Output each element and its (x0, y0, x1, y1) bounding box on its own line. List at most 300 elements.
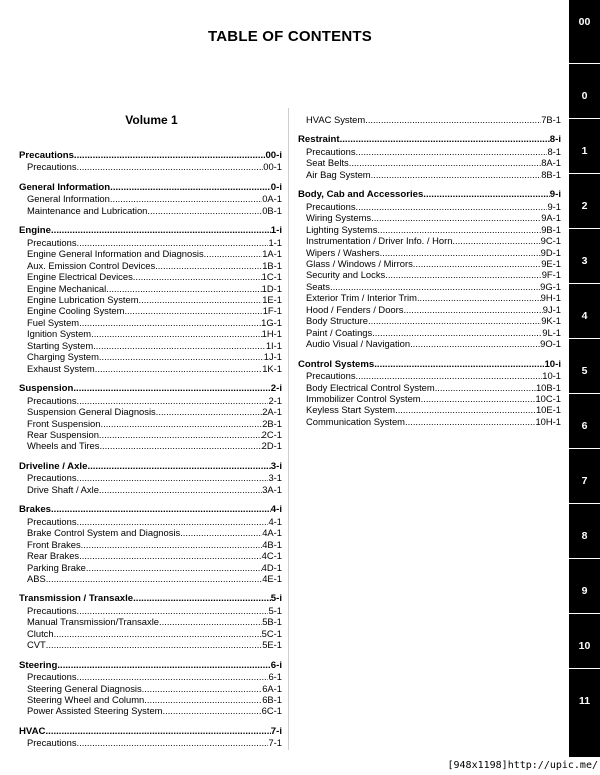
toc-entry-label: Maintenance and Lubrication (27, 204, 148, 216)
dot-leader (99, 440, 261, 451)
toc-page-number: 9L-1 (542, 326, 561, 338)
toc-page-number: 5B-1 (262, 616, 282, 628)
toc-entry[interactable] (19, 395, 282, 406)
dot-leader (124, 305, 262, 316)
toc-page-number: 1-i (270, 225, 282, 237)
toc-page-number: 1B-1 (262, 259, 282, 271)
toc-entry[interactable] (298, 169, 561, 180)
toc-entry[interactable] (19, 429, 282, 440)
toc-section-heading[interactable] (298, 359, 561, 370)
dot-leader (144, 694, 262, 705)
toc-entry-label: Glass / Windows / Mirrors (306, 257, 413, 269)
tab-divider (569, 613, 600, 614)
toc-page-number: 9K-1 (541, 315, 561, 327)
toc-section (298, 189, 561, 349)
toc-page-number: 5E-1 (262, 639, 282, 651)
toc-entry-label: Restraint (298, 134, 340, 146)
toc-page-number: 2-1 (268, 394, 282, 406)
toc-page-number: 9-1 (547, 200, 561, 212)
dot-leader (99, 351, 264, 362)
toc-entry[interactable] (298, 258, 561, 269)
toc-entry-label: Precautions (27, 515, 77, 527)
section-tab-0[interactable]: 0 (581, 90, 588, 102)
dot-leader (372, 327, 542, 338)
dot-leader (133, 593, 271, 604)
dot-leader (45, 726, 270, 737)
toc-entry[interactable] (19, 550, 282, 561)
toc-page-number: 10-1 (542, 370, 561, 382)
toc-page-number: 7-i (270, 725, 282, 737)
toc-entry[interactable] (19, 516, 282, 527)
toc-page-number: 3A-1 (262, 483, 282, 495)
toc-page-number: 2D-1 (261, 440, 282, 452)
toc-entry-label: Precautions (306, 200, 356, 212)
dot-leader (423, 189, 550, 200)
toc-entry[interactable] (298, 269, 561, 280)
toc-entry-label: Control Systems (298, 358, 375, 370)
dot-leader (77, 161, 264, 172)
toc-page-number: 0-i (270, 181, 282, 193)
toc-entry-label: Rear Brakes (27, 550, 80, 562)
toc-entry-label: Precautions (306, 145, 356, 157)
dot-leader (133, 271, 262, 282)
dot-leader (374, 359, 544, 370)
toc-entry-label: Suspension General Diagnosis (27, 406, 156, 418)
toc-entry[interactable] (19, 616, 282, 627)
dot-leader (159, 616, 262, 627)
toc-page-number: 4A-1 (262, 527, 282, 539)
section-tab-1[interactable]: 1 (581, 145, 588, 157)
toc-page-number: 00-i (265, 150, 282, 161)
tab-divider (569, 173, 600, 174)
toc-section-heading[interactable] (19, 660, 282, 671)
volume-title: Volume 1 (125, 113, 178, 127)
dot-leader (365, 114, 541, 125)
toc-entry[interactable] (19, 363, 282, 374)
toc-entry[interactable] (298, 370, 561, 381)
toc-entry-label: Hood / Fenders / Doors (306, 303, 404, 315)
toc-entry[interactable] (19, 283, 282, 294)
toc-entry-label: Ignition System (27, 328, 92, 340)
toc-entry[interactable] (19, 351, 282, 362)
toc-entry[interactable] (19, 694, 282, 705)
toc-page-number: 9G-1 (540, 280, 561, 292)
dot-leader (106, 283, 261, 294)
dot-leader (147, 205, 262, 216)
toc-entry[interactable] (298, 292, 561, 303)
toc-section-heading[interactable] (19, 726, 282, 737)
toc-entry[interactable] (19, 472, 282, 483)
dot-leader (417, 292, 541, 303)
toc-page-number: 4-1 (268, 515, 282, 527)
dot-leader (91, 328, 262, 339)
section-tab-00[interactable]: 00 (578, 16, 591, 28)
dot-leader (162, 705, 261, 716)
toc-entry[interactable] (19, 294, 282, 305)
toc-entry-label: Charging System (27, 351, 99, 363)
toc-entry-label: Engine (19, 225, 51, 237)
toc-entry[interactable] (298, 146, 561, 157)
toc-entry[interactable] (19, 328, 282, 339)
toc-section (19, 225, 282, 374)
toc-entry-label: Brake Control System and Diagnosis (27, 527, 181, 539)
toc-entry-label: Engine Lubrication System (27, 293, 139, 305)
dot-leader (156, 406, 262, 417)
toc-entry-label: Seats (306, 280, 330, 292)
toc-page-number: 2A-1 (262, 406, 282, 418)
toc-page-number: 1C-1 (261, 271, 282, 283)
toc-page-number: 9B-1 (541, 223, 561, 235)
dot-leader (77, 737, 269, 748)
tab-divider (569, 283, 600, 284)
toc-page-number: 9F-1 (541, 269, 561, 281)
toc-entry[interactable] (298, 201, 561, 212)
toc-section (19, 593, 282, 650)
toc-page-number: 1D-1 (261, 282, 282, 294)
toc-entry-label: Wipers / Washers (306, 246, 380, 258)
toc-page-number: 1F-1 (262, 305, 282, 317)
dot-leader (86, 562, 262, 573)
tab-divider (569, 448, 600, 449)
toc-section (19, 150, 282, 173)
toc-section (19, 383, 282, 452)
toc-entry[interactable] (19, 683, 282, 694)
section-tab-9[interactable]: 9 (581, 585, 588, 597)
toc-section-heading[interactable] (19, 504, 282, 515)
toc-entry[interactable] (298, 404, 561, 415)
section-tab-7[interactable]: 7 (581, 475, 588, 487)
dot-leader (77, 516, 269, 527)
toc-entry[interactable] (19, 573, 282, 584)
toc-page-number: 10E-1 (535, 404, 561, 416)
toc-entry[interactable] (19, 305, 282, 316)
toc-entry[interactable] (19, 527, 282, 538)
dot-leader (356, 370, 543, 381)
toc-section (19, 726, 282, 749)
toc-page-number: 1J-1 (263, 351, 282, 363)
toc-entry[interactable] (298, 416, 561, 427)
toc-entry[interactable] (298, 157, 561, 168)
dot-leader (93, 340, 266, 351)
toc-page-number: 5-1 (268, 604, 282, 616)
toc-entry[interactable] (19, 737, 282, 748)
dot-leader (356, 146, 548, 157)
dot-leader (371, 169, 542, 180)
dot-leader (377, 224, 541, 235)
toc-entry[interactable] (298, 304, 561, 315)
toc-entry-label: Fuel System (27, 316, 80, 328)
tab-divider (569, 118, 600, 119)
dot-leader (368, 315, 541, 326)
toc-page-number: 3-1 (268, 472, 282, 484)
toc-entry-label: Paint / Coatings (306, 326, 373, 338)
toc-page-number: 1E-1 (262, 293, 282, 305)
toc-page-number: 8B-1 (541, 168, 561, 180)
dot-leader (330, 281, 540, 292)
toc-entry[interactable] (19, 539, 282, 550)
toc-section-heading[interactable] (19, 225, 282, 236)
toc-section (298, 114, 561, 125)
dot-leader (403, 304, 542, 315)
toc-page-number: 2C-1 (261, 428, 282, 440)
toc-entry[interactable] (298, 327, 561, 338)
section-tab-10[interactable]: 10 (578, 640, 591, 652)
toc-section (19, 182, 282, 216)
toc-entry[interactable] (19, 237, 282, 248)
toc-page-number: 10B-1 (535, 381, 561, 393)
toc-section (19, 461, 282, 495)
dot-leader (99, 484, 262, 495)
toc-entry-label: Precautions (19, 150, 74, 161)
toc-section-heading[interactable] (19, 383, 282, 394)
toc-entry[interactable] (19, 605, 282, 616)
toc-page-number: 8-i (549, 134, 561, 146)
toc-page-number: 2-i (270, 383, 282, 395)
toc-page-number: 6B-1 (262, 694, 282, 706)
toc-page-number: 10H-1 (535, 415, 561, 427)
dot-leader (95, 363, 262, 374)
toc-section-heading[interactable] (19, 150, 282, 161)
toc-entry[interactable] (298, 393, 561, 404)
tab-divider (569, 228, 600, 229)
toc-entry-label: Front Brakes (27, 538, 81, 550)
toc-section-heading[interactable] (19, 461, 282, 472)
toc-page-number: 4D-1 (261, 561, 282, 573)
dot-leader (380, 247, 541, 258)
toc-entry-label: Security and Locks (306, 269, 386, 281)
toc-page-number: 6C-1 (261, 705, 282, 717)
toc-entry-label: Precautions (27, 472, 77, 484)
toc-page-number: 0A-1 (262, 193, 282, 205)
dot-leader (356, 201, 548, 212)
dot-leader (54, 628, 262, 639)
toc-section (19, 660, 282, 717)
toc-entry-label: ABS (27, 572, 46, 584)
toc-entry-label: Aux. Emission Control Devices (27, 259, 156, 271)
toc-entry[interactable] (298, 235, 561, 246)
toc-entry-label: Precautions (27, 737, 77, 749)
toc-entry-label: Steering General Diagnosis (27, 682, 142, 694)
toc-entry-label: Drive Shaft / Axle (27, 483, 99, 495)
toc-entry-label: Body, Cab and Accessories (298, 189, 424, 201)
toc-section-heading[interactable] (19, 593, 282, 604)
toc-entry-label: Lighting Systems (306, 223, 378, 235)
toc-entry[interactable] (19, 406, 282, 417)
toc-entry-label: Immobilizer Control System (306, 392, 421, 404)
section-tab-2[interactable]: 2 (581, 200, 588, 212)
toc-entry[interactable] (19, 562, 282, 573)
toc-page-number: 5C-1 (261, 627, 282, 639)
toc-page-number: 9D-1 (540, 246, 561, 258)
dot-leader (180, 527, 262, 538)
dot-leader (349, 157, 541, 168)
toc-entry[interactable] (19, 248, 282, 259)
toc-entry[interactable] (298, 224, 561, 235)
toc-page-number: 9O-1 (540, 338, 561, 350)
dot-leader (74, 150, 266, 161)
dot-leader (77, 395, 269, 406)
dot-leader (79, 550, 262, 561)
dot-leader (81, 539, 263, 550)
toc-entry-label: Parking Brake (27, 561, 86, 573)
toc-page-number: 4B-1 (262, 538, 282, 550)
toc-entry-label: Precautions (27, 671, 77, 683)
toc-entry-label: Communication System (306, 415, 405, 427)
toc-entry-label: Starting System (27, 339, 94, 351)
toc-page-number: 2B-1 (262, 417, 282, 429)
page-title: TABLE OF CONTENTS (208, 28, 372, 45)
dot-leader (77, 605, 269, 616)
section-tab-8[interactable]: 8 (581, 530, 588, 542)
toc-entry-label: Wheels and Tires (27, 440, 100, 452)
dot-leader (51, 504, 271, 515)
toc-page-number: 1K-1 (262, 362, 282, 374)
toc-entry-label: Seat Belts (306, 157, 349, 169)
dot-leader (139, 294, 263, 305)
section-tab-6[interactable]: 6 (581, 420, 588, 432)
toc-entry[interactable] (19, 340, 282, 351)
toc-entry[interactable] (19, 705, 282, 716)
toc-entry-label: Precautions (306, 370, 356, 382)
dot-leader (46, 573, 262, 584)
toc-page-number: 3-i (270, 460, 282, 472)
toc-entry[interactable] (298, 281, 561, 292)
toc-entry-label: Exhaust System (27, 362, 95, 374)
dot-leader (100, 418, 262, 429)
toc-page-number: 6A-1 (262, 682, 282, 694)
toc-entry[interactable] (19, 161, 282, 172)
toc-entry[interactable] (19, 484, 282, 495)
section-tab-5[interactable]: 5 (581, 365, 588, 377)
toc-left-column (19, 150, 282, 758)
toc-entry-label: CVT (27, 639, 46, 651)
dot-leader (77, 472, 269, 483)
dot-leader (155, 260, 262, 271)
section-tab-bar (569, 0, 600, 757)
toc-entry-label: Steering (19, 659, 58, 671)
toc-entry-label: Precautions (27, 394, 77, 406)
toc-page-number: 4C-1 (261, 550, 282, 562)
toc-entry-label: HVAC (19, 725, 46, 737)
section-tab-4[interactable]: 4 (581, 310, 588, 322)
toc-page-number: 9C-1 (540, 235, 561, 247)
toc-entry[interactable] (19, 628, 282, 639)
toc-section-heading[interactable] (298, 134, 561, 145)
toc-page-number: 9E-1 (541, 257, 561, 269)
dot-leader (385, 269, 542, 280)
dot-leader (87, 461, 270, 472)
column-divider (288, 108, 289, 750)
tab-divider (569, 558, 600, 559)
toc-entry[interactable] (298, 338, 561, 349)
section-tab-3[interactable]: 3 (581, 255, 588, 267)
dot-leader (395, 404, 536, 415)
toc-page-number: 00-1 (263, 161, 282, 173)
toc-page-number: 9J-1 (542, 303, 561, 315)
tab-divider (569, 393, 600, 394)
toc-page-number: 0B-1 (262, 204, 282, 216)
dot-leader (110, 182, 271, 193)
toc-entry-label: Suspension (19, 383, 74, 395)
toc-page-number: 8-1 (547, 145, 561, 157)
toc-entry-label: Clutch (27, 627, 54, 639)
dot-leader (410, 338, 540, 349)
tab-divider (569, 338, 600, 339)
section-tab-11[interactable]: 11 (578, 695, 591, 707)
toc-entry[interactable] (298, 212, 561, 223)
toc-entry-label: Steering Wheel and Column (27, 694, 145, 706)
toc-entry-label: Exterior Trim / Interior Trim (306, 292, 417, 304)
toc-page-number: 1A-1 (262, 248, 282, 260)
toc-entry[interactable] (298, 247, 561, 258)
toc-entry[interactable] (19, 271, 282, 282)
toc-entry-label: General Information (19, 181, 111, 193)
tab-divider (569, 63, 600, 64)
toc-entry-label: Body Electrical Control System (306, 381, 435, 393)
dot-leader (435, 382, 536, 393)
toc-entry[interactable] (19, 317, 282, 328)
dot-leader (46, 639, 262, 650)
tab-divider (569, 503, 600, 504)
dot-leader (73, 383, 270, 394)
toc-page-number: 7-1 (268, 737, 282, 749)
toc-section-heading[interactable] (19, 182, 282, 193)
toc-page-number: 8A-1 (541, 157, 561, 169)
toc-entry-label: Front Suspension (27, 417, 101, 429)
toc-entry[interactable] (298, 114, 561, 125)
dot-leader (77, 671, 269, 682)
toc-page-number: 9A-1 (541, 212, 561, 224)
toc-right-column (298, 114, 561, 436)
toc-page-number: 5-i (270, 593, 282, 605)
toc-entry[interactable] (19, 671, 282, 682)
dot-leader (79, 317, 261, 328)
toc-entry-label: Instrumentation / Driver Info. / Horn (306, 235, 453, 247)
toc-page-number: 1H-1 (261, 328, 282, 340)
toc-entry-label: HVAC System (306, 114, 366, 125)
toc-section (19, 504, 282, 584)
toc-section-heading[interactable] (298, 189, 561, 200)
toc-entry-label: Precautions (27, 236, 77, 248)
toc-page-number: 1-1 (268, 236, 282, 248)
toc-entry-label: Keyless Start System (306, 404, 396, 416)
toc-page-number: 1I-1 (265, 339, 282, 351)
toc-entry[interactable] (19, 418, 282, 429)
toc-entry-label: Engine Electrical Devices (27, 271, 133, 283)
toc-entry-label: Power Assisted Steering System (27, 705, 163, 717)
image-source-stamp: [948x1198]http://upic.me/ (447, 760, 598, 771)
toc-entry[interactable] (19, 193, 282, 204)
toc-entry-label: Precautions (27, 161, 77, 173)
toc-entry[interactable] (298, 315, 561, 326)
dot-leader (371, 212, 541, 223)
toc-entry[interactable] (19, 639, 282, 650)
dot-leader (51, 225, 271, 236)
toc-entry-label: Driveline / Axle (19, 460, 88, 472)
toc-page-number: 6-i (270, 659, 282, 671)
dot-leader (204, 248, 263, 259)
toc-page-number: 6-1 (268, 671, 282, 683)
toc-entry[interactable] (19, 205, 282, 216)
dot-leader (413, 258, 541, 269)
toc-entry-label: Body Structure (306, 315, 369, 327)
toc-entry[interactable] (19, 440, 282, 451)
toc-entry[interactable] (298, 382, 561, 393)
toc-entry[interactable] (19, 260, 282, 271)
toc-entry-label: Engine General Information and Diagnosis (27, 248, 204, 260)
dot-leader (421, 393, 536, 404)
dot-leader (110, 193, 262, 204)
